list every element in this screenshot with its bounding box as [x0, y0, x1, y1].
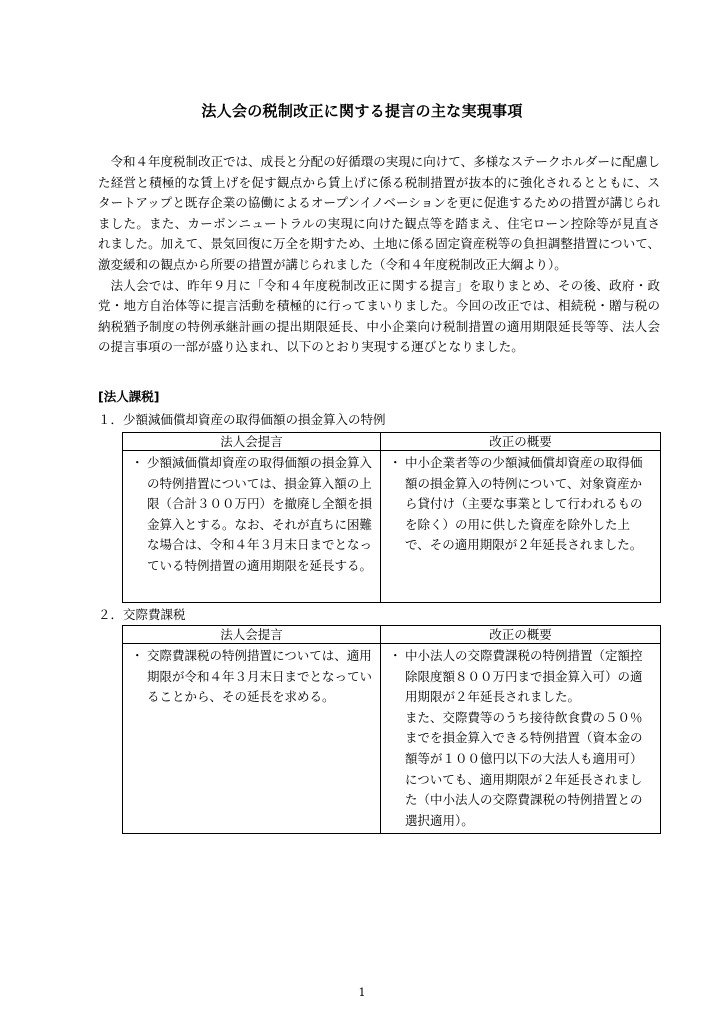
list-item — [131, 453, 374, 577]
page-number: 1 — [358, 986, 366, 999]
item-1-table — [122, 432, 661, 603]
item-1-heading: １．少額減価償却資産の取得価額の損金算入の特例 — [98, 412, 386, 427]
section-heading: [法人課税] — [98, 389, 160, 404]
bullet-mark: ・ — [131, 455, 144, 470]
column-header-proposal: 法人会提言 — [123, 626, 381, 644]
summary-text-2: また、交際費等のうち接待飲食費の５０％までを損金算入できる特例措置（資本金の額等が１００億円以下の大法人も適用可）についても、適用期限が２年延長されました（中小法人の交際費課税の特例措置との選択適用）。 — [405, 709, 643, 828]
list-item — [389, 646, 654, 831]
table-header-row — [123, 626, 661, 644]
bullet-mark: ・ — [389, 455, 402, 470]
intro-paragraph-2: 法人会では、昨年９月に「令和４年度税制改正に関する提言」を取りまとめ、その後、政府・政党・地方自治体等に提言活動を積極的に行ってまいりました。今回の改正では、相続税・贈与税の納税猶予制度の特例承継計画の提出期限延長、中小企業向け税制措置の適用期限延長等等、法人会の提言事項の一部が盛り込まれ、以下のとおり実現する運びとなりました。 — [98, 277, 660, 355]
proposal-cell — [123, 644, 381, 834]
column-header-summary: 改正の概要 — [381, 626, 661, 644]
list-item — [389, 453, 654, 556]
proposal-text: 交際費課税の特例措置については、適用期限が令和４年３月末日までとなっていることから、その延長を求める。 — [147, 648, 373, 705]
summary-cell — [381, 451, 661, 603]
intro-paragraph-1: 令和４年度税制改正では、成長と分配の好循環の実現に向けて、多様なステークホルダーに配慮した経営と積極的な賃上げを促す観点から賃上げに係る税制措置が抜本的に強化されるとともに、スタートアップと既存企業の協働によるオープンイノベーションを更に促進するための措置が講じられました。また、カーボンニュートラルの実現に向けた観点等を踏まえ、住宅ローン控除等が見直されました。加えて、景気回復に万全を期すため、土地に係る固定資産税等の負担調整措置について、激変緩和の観点から所要の措置が講じられました（令和４年度税制改正大綱より）。 — [98, 154, 660, 272]
column-header-proposal: 法人会提言 — [123, 433, 381, 451]
summary-text: 中小法人の交際費課税の特例措置（定額控除限度額８００万円まで損金算入可）の適用期限が２年延長されました。 — [405, 648, 643, 705]
proposal-cell — [123, 451, 381, 603]
bullet-mark: ・ — [131, 648, 144, 663]
list-item — [131, 646, 374, 708]
intro-text — [98, 152, 660, 358]
bullet-mark: ・ — [389, 648, 402, 663]
summary-text: 中小企業者等の少額減価償却資産の取得価額の損金算入の特例について、対象資産から貸付け（主要な事業として行われるものを除く）の用に供した資産を除外した上で、その適用期限が２年延長されました。 — [405, 455, 643, 553]
item-2-table — [122, 625, 661, 834]
table-row — [123, 451, 661, 603]
item-2-heading: ２．交際費課税 — [98, 607, 186, 622]
table-row — [123, 644, 661, 834]
document-title: 法人会の税制改正に関する提言の主な実現事項 — [201, 102, 523, 120]
summary-cell — [381, 644, 661, 834]
proposal-text: 少額減価償却資産の取得価額の損金算入の特例措置については、損金算入額の上限（合計３００万円）を撤廃し全額を損金算入とする。なお、それが直ちに困難な場合は、令和４年３月末日までとなっている特例措置の適用期限を延長する。 — [147, 455, 373, 573]
table-header-row — [123, 433, 661, 451]
column-header-summary: 改正の概要 — [381, 433, 661, 451]
